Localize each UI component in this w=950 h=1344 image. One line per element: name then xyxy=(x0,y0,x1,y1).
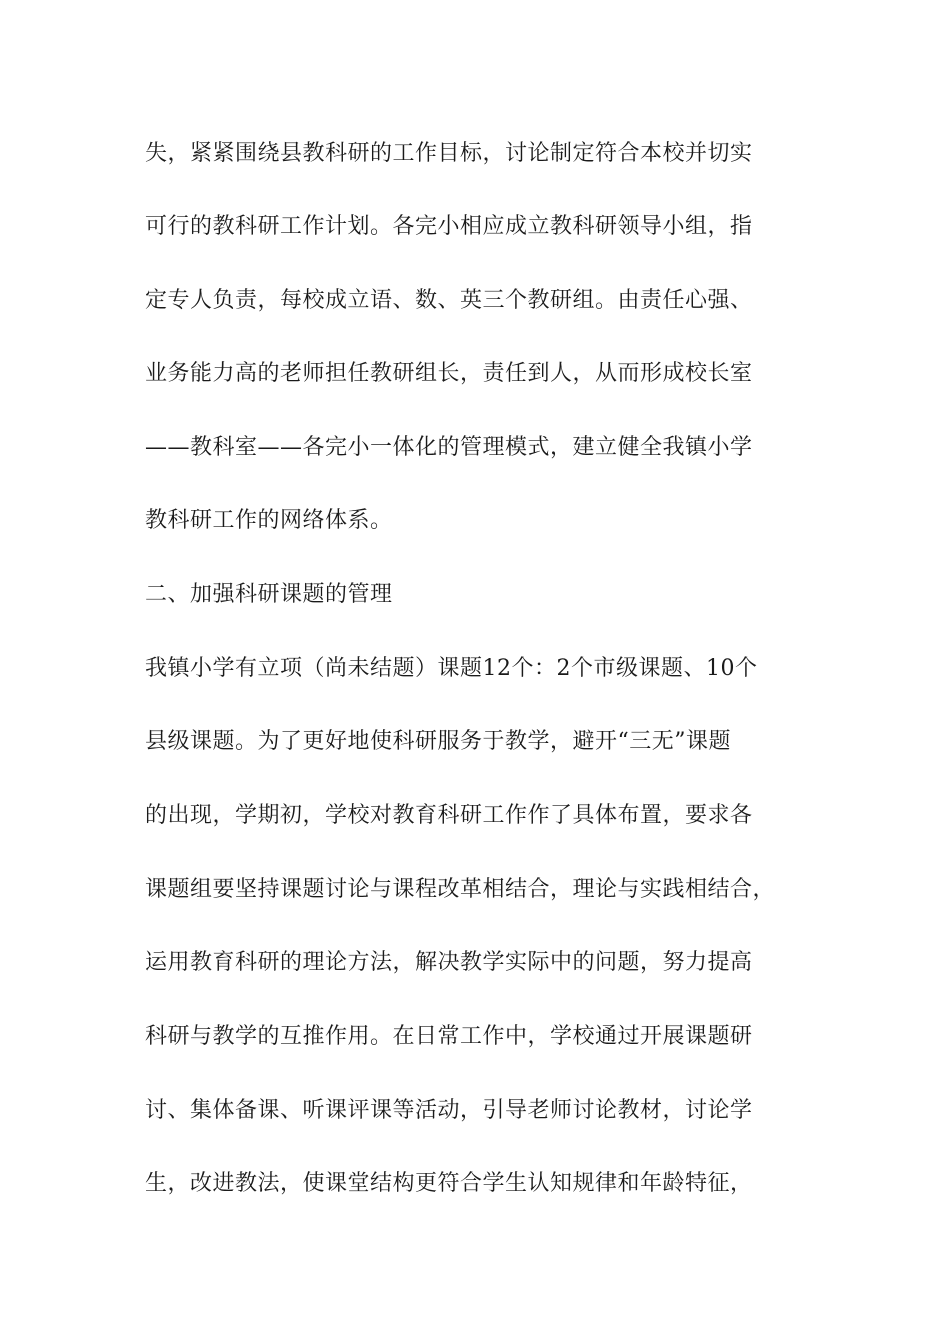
paragraph-line: 生，改进教法，使课堂结构更符合学生认知规律和年龄特征， xyxy=(145,1171,753,1196)
paragraph-line: 我镇小学有立项（尚未结题）课题12个：2个市级课题、10个 xyxy=(145,656,758,681)
paragraph-line: 失，紧紧围绕县教科研的工作目标，讨论制定符合本校并切实 xyxy=(145,141,753,166)
paragraph-line: 可行的教科研工作计划。各完小相应成立教科研领导小组，指 xyxy=(145,214,753,239)
paragraph-line: 县级课题。为了更好地使科研服务于教学，避开“三无”课题 xyxy=(145,729,731,754)
paragraph-line: 业务能力高的老师担任教研组长，责任到人，从而形成校长室 xyxy=(145,361,753,386)
paragraph-line: 运用教育科研的理论方法，解决教学实际中的问题，努力提高 xyxy=(145,950,753,975)
paragraph-line: ——教科室——各完小一体化的管理模式，建立健全我镇小学 xyxy=(145,435,753,460)
paragraph-line: 讨、集体备课、听课评课等活动，引导老师讨论教材，讨论学 xyxy=(145,1098,753,1123)
paragraph-line: 的出现，学期初，学校对教育科研工作作了具体布置，要求各 xyxy=(145,803,753,828)
paragraph-line: 教科研工作的网络体系。 xyxy=(145,508,393,533)
paragraph-line: 科研与教学的互推作用。在日常工作中，学校通过开展课题研 xyxy=(145,1024,753,1049)
paragraph-line: 定专人负责，每校成立语、数、英三个教研组。由责任心强、 xyxy=(145,288,753,313)
section-heading: 二、加强科研课题的管理 xyxy=(145,582,393,607)
paragraph-line: 课题组要坚持课题讨论与课程改革相结合，理论与实践相结合， xyxy=(145,877,776,902)
